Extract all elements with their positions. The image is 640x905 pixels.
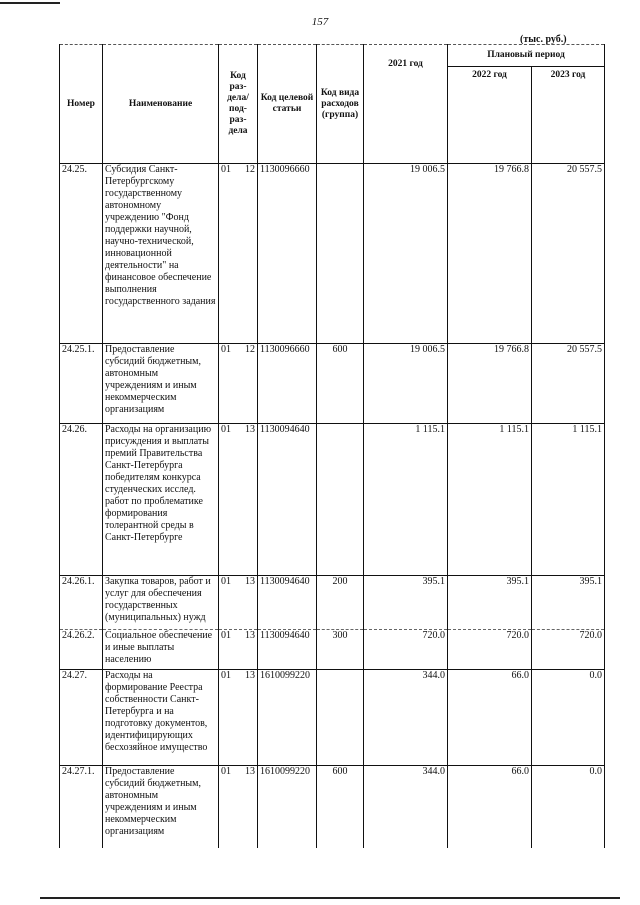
row-section: 01 13: [219, 576, 258, 630]
row-name: Социальное обеспечение и иные выплаты населению: [103, 630, 219, 670]
top-rule: [0, 2, 60, 4]
row-2021: 395.1: [364, 576, 448, 630]
header-expense: Код вида расходов (группа): [317, 45, 364, 164]
header-2023: 2023 год: [532, 67, 605, 164]
row-section: 01 13: [219, 670, 258, 766]
row-expense: [317, 164, 364, 344]
row-name: Расходы на формирование Реестра собственности Санкт-Петербурга и на подготовку документов, идентифицирующих бесхозяйное имущество: [103, 670, 219, 766]
row-2023: 20 557.5: [532, 344, 605, 424]
row-expense: 600: [317, 766, 364, 848]
units-label: (тыс. руб.): [520, 34, 567, 45]
row-2022: 19 766.8: [448, 164, 532, 344]
row-expense: [317, 424, 364, 576]
row-2021: 19 006.5: [364, 344, 448, 424]
header-2022: 2022 год: [448, 67, 532, 164]
row-expense: 200: [317, 576, 364, 630]
row-section: 01 13: [219, 424, 258, 576]
row-2023: 20 557.5: [532, 164, 605, 344]
row-2022: 1 115.1: [448, 424, 532, 576]
row-number: 24.27.: [60, 670, 103, 766]
header-2021: 2021 год: [364, 45, 448, 164]
header-planned: Плановый период: [448, 45, 605, 67]
row-expense: [317, 670, 364, 766]
row-name: Субсидия Санкт-Петербургскому государственному автономному учреждению "Фонд поддержки научной, научно-технической, инновационной деятельности" на финансовое обеспечение выполнения государственного задания: [103, 164, 219, 344]
row-2022: 720.0: [448, 630, 532, 670]
row-2021: 720.0: [364, 630, 448, 670]
row-expense: 300: [317, 630, 364, 670]
row-2021: 19 006.5: [364, 164, 448, 344]
row-2022: 395.1: [448, 576, 532, 630]
row-section: 01 13: [219, 630, 258, 670]
bottom-rule: [40, 897, 620, 899]
table-row: [60, 164, 605, 344]
table-row: [60, 670, 605, 766]
row-name: Предоставление субсидий бюджетным, автономным учреждениям и иным некоммерческим организациям: [103, 344, 219, 424]
header-name: Наименование: [103, 45, 219, 164]
table-row: [60, 630, 605, 670]
row-2021: 344.0: [364, 766, 448, 848]
row-number: 24.26.1.: [60, 576, 103, 630]
table-row: [60, 576, 605, 630]
row-2021: 344.0: [364, 670, 448, 766]
row-number: 24.25.: [60, 164, 103, 344]
row-target: 1130096660: [258, 344, 317, 424]
row-name: Закупка товаров, работ и услуг для обеспечения государственных (муниципальных) нужд: [103, 576, 219, 630]
table-row: [60, 766, 605, 848]
table-row: [60, 344, 605, 424]
row-target: 1130094640: [258, 630, 317, 670]
row-2022: 19 766.8: [448, 344, 532, 424]
table-row: [60, 424, 605, 576]
row-2023: 395.1: [532, 576, 605, 630]
row-target: 1130094640: [258, 576, 317, 630]
row-2021: 1 115.1: [364, 424, 448, 576]
row-name: Расходы на организацию присуждения и выплаты премий Правительства Санкт-Петербурга победителям конкурса студенческих исслед. работ по проблематике формирования толерантной среды в Санкт-Петербурге: [103, 424, 219, 576]
budget-table: [59, 44, 605, 848]
row-2022: 66.0: [448, 670, 532, 766]
row-section: 01 12: [219, 344, 258, 424]
row-expense: 600: [317, 344, 364, 424]
row-target: 1130094640: [258, 424, 317, 576]
row-target: 1610099220: [258, 766, 317, 848]
row-2023: 1 115.1: [532, 424, 605, 576]
row-number: 24.25.1.: [60, 344, 103, 424]
row-target: 1130096660: [258, 164, 317, 344]
header-target: Код целевой статьи: [258, 45, 317, 164]
row-section: 01 13: [219, 766, 258, 848]
page-number: 157: [311, 16, 329, 28]
row-2023: 720.0: [532, 630, 605, 670]
row-2022: 66.0: [448, 766, 532, 848]
row-target: 1610099220: [258, 670, 317, 766]
header-number: Номер: [60, 45, 103, 164]
row-section: 01 12: [219, 164, 258, 344]
row-2023: 0.0: [532, 766, 605, 848]
row-number: 24.26.2.: [60, 630, 103, 670]
row-number: 24.26.: [60, 424, 103, 576]
header-section: Код раз-дела/ под-раз-дела: [219, 45, 258, 164]
row-2023: 0.0: [532, 670, 605, 766]
row-number: 24.27.1.: [60, 766, 103, 848]
row-name: Предоставление субсидий бюджетным, автономным учреждениям и иным некоммерческим организациям: [103, 766, 219, 848]
